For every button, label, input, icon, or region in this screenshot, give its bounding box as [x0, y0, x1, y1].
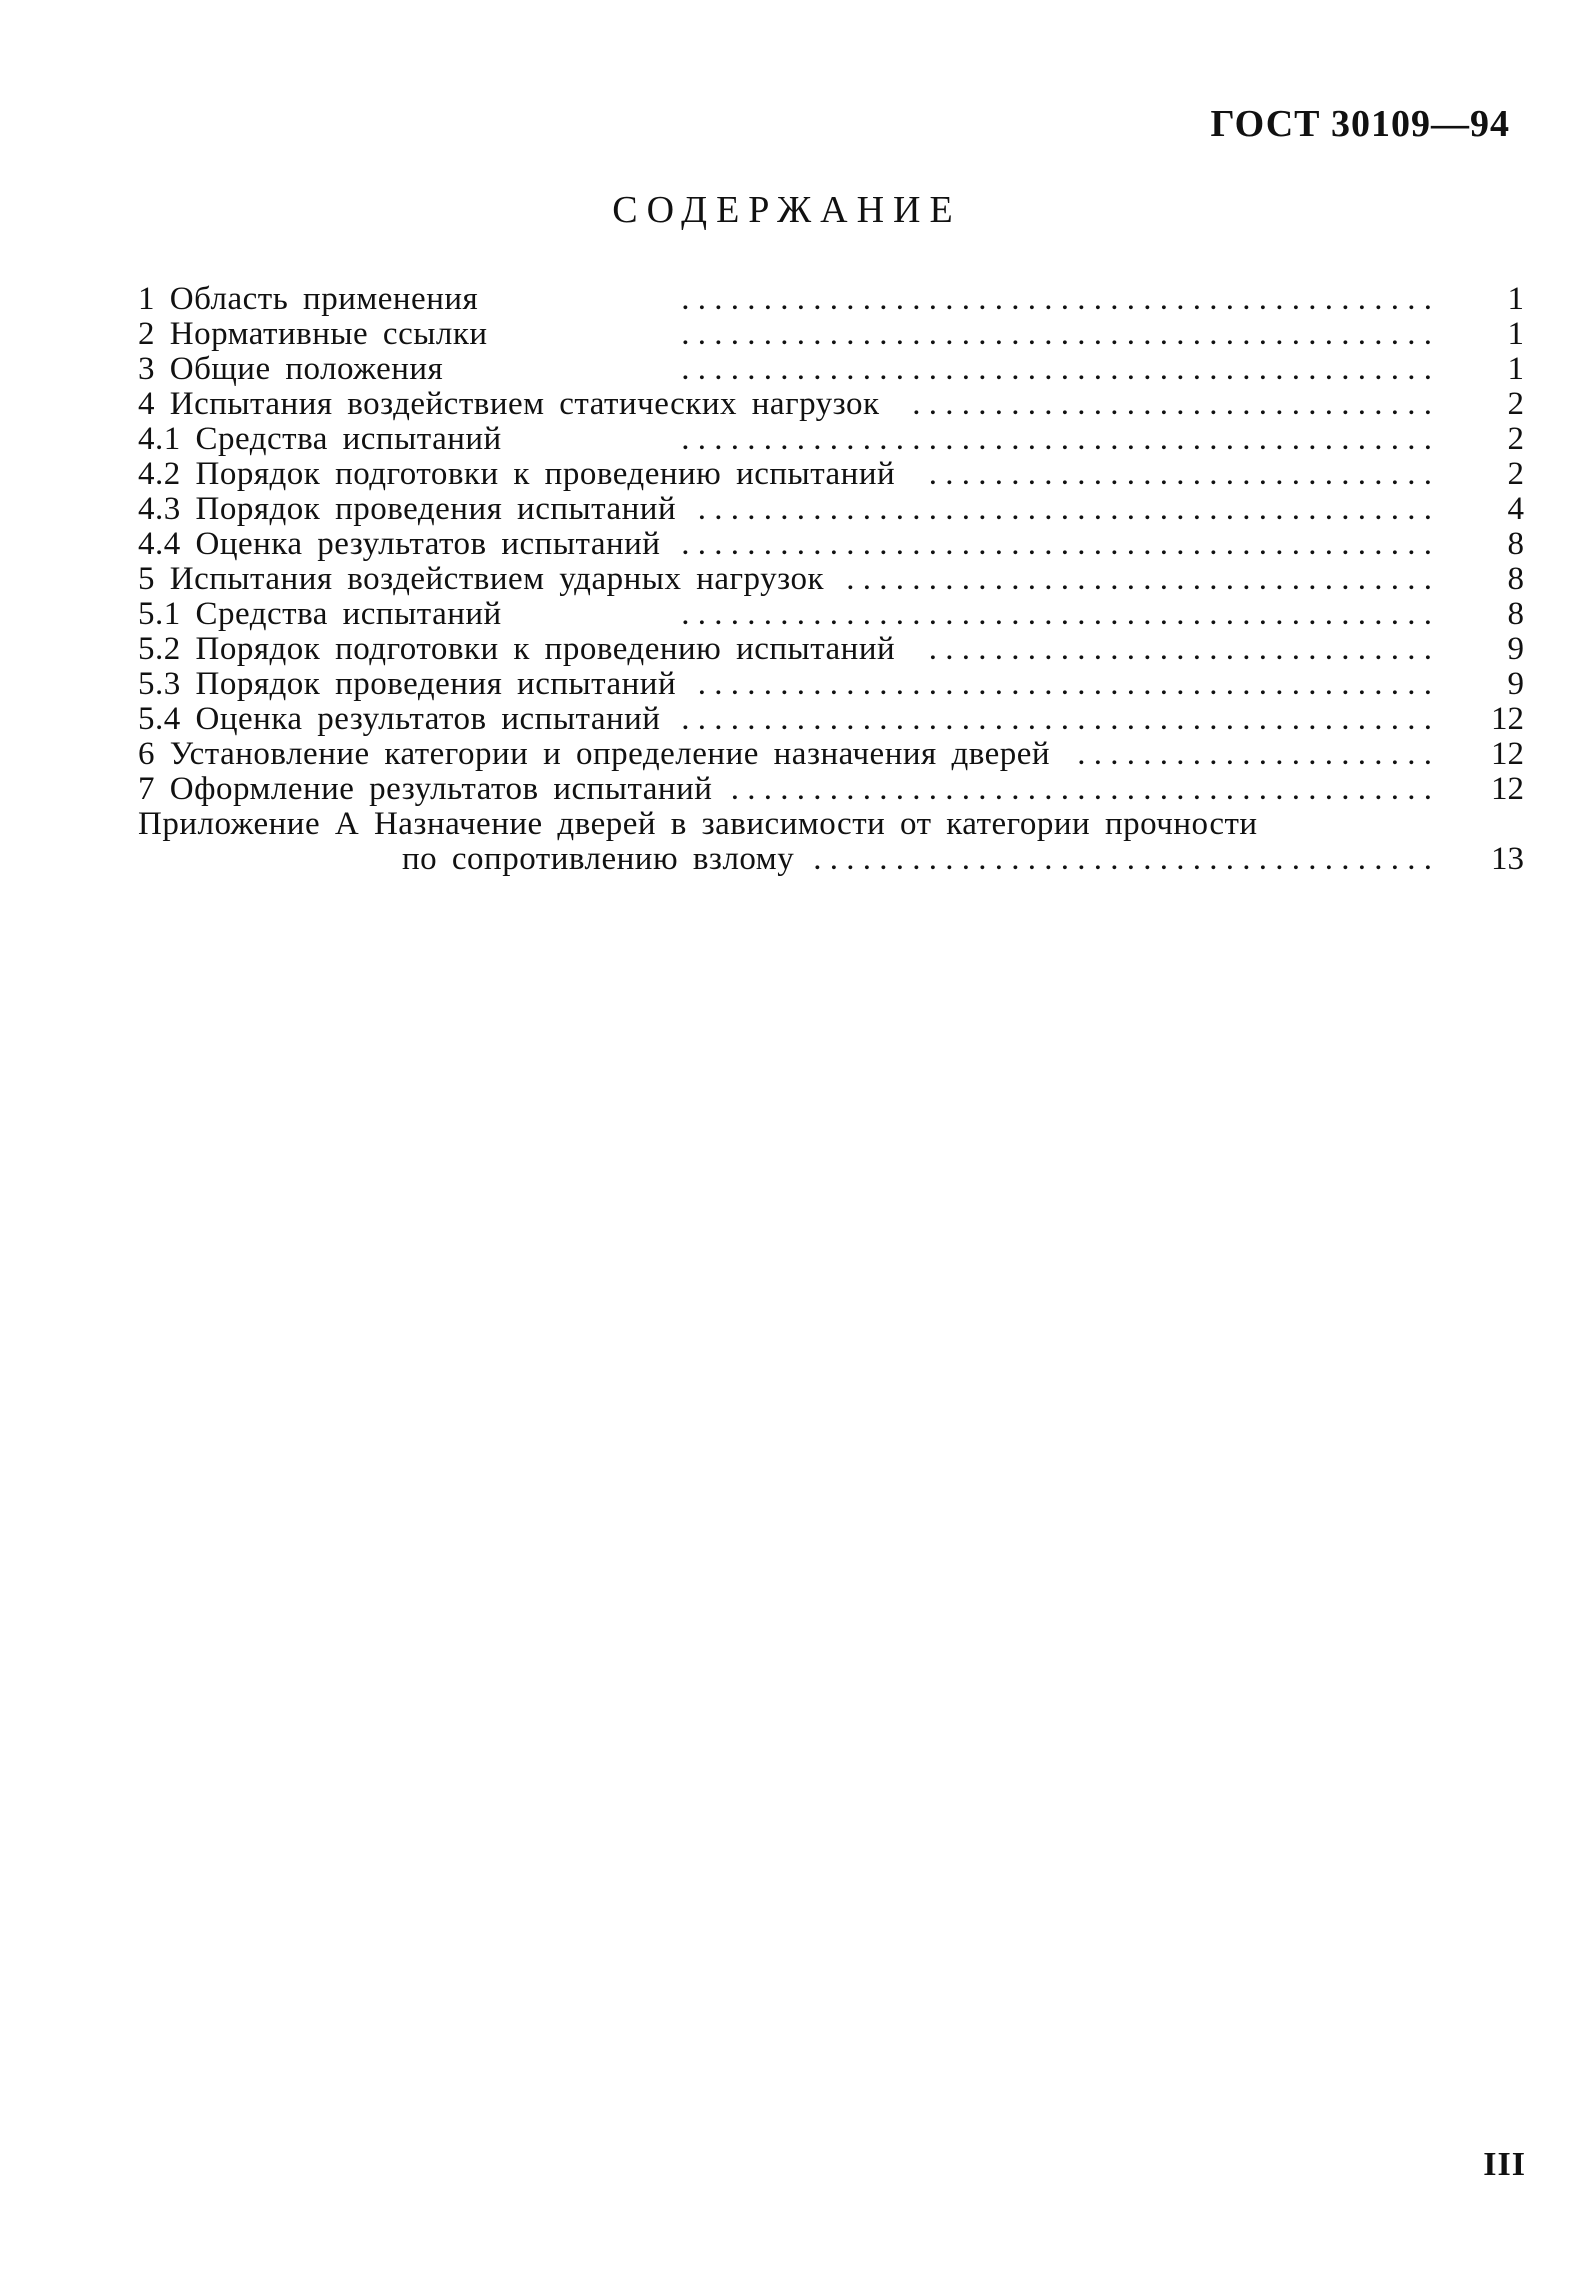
toc-entry[interactable]: [138, 667, 1524, 702]
toc-entry[interactable]: [138, 387, 1524, 422]
toc-entry-title: 3 Общие положения: [138, 351, 444, 387]
toc-entry-page: 13: [1491, 841, 1524, 877]
toc-entry-page: 2: [1507, 386, 1524, 422]
toc-leader-dots: . . . . . . . . . . . . . . . . . . . . . . . . . . . . . . . .: [912, 386, 1432, 422]
toc-leader-dots: . . . . . . . . . . . . . . . . . . . . . . . . . . . . . . . . . . . .: [846, 561, 1432, 597]
toc-entry-title: 4.1 Средства испытаний: [138, 421, 502, 457]
toc-entry-page: 9: [1507, 631, 1524, 667]
toc-entry-page: 4: [1507, 491, 1524, 527]
toc-entry-title: 5.3 Порядок проведения испытаний: [138, 666, 677, 702]
toc-entry-title: Приложение А Назначение дверей в зависимости от категории прочности: [138, 806, 1258, 842]
toc-leader-dots: . . . . . . . . . . . . . . . . . . . . . . . . . . . . . . . . . . . . . .: [813, 841, 1432, 877]
toc-entry-page: 2: [1507, 421, 1524, 457]
toc-entry[interactable]: [138, 562, 1524, 597]
toc-leader-dots: . . . . . . . . . . . . . . . . . . . . . . . . . . . . . . . . . . . . . . . . . . . . . .: [681, 421, 1432, 457]
toc-entry-title: 4.4 Оценка результатов испытаний: [138, 526, 661, 562]
toc-entry-title: 4.3 Порядок проведения испытаний: [138, 491, 677, 527]
toc-leader-dots: . . . . . . . . . . . . . . . . . . . . . . . . . . . . . . . . . . . . . . . . . . . . .: [697, 491, 1432, 527]
toc-entry-page: 12: [1491, 736, 1524, 772]
document-code: ГОСТ 30109—94: [1210, 103, 1510, 145]
toc-entry[interactable]: [138, 422, 1524, 457]
toc-entry[interactable]: [138, 842, 1524, 877]
toc-entry-page: 9: [1507, 666, 1524, 702]
toc-entry-title: 5.1 Средства испытаний: [138, 596, 502, 632]
toc-entry-page: 1: [1507, 316, 1524, 352]
toc-entry[interactable]: [138, 632, 1524, 667]
toc-leader-dots: . . . . . . . . . . . . . . . . . . . . . . . . . . . . . . .: [928, 456, 1432, 492]
toc-entry[interactable]: [138, 807, 1524, 842]
toc-entry-title: 5 Испытания воздействием ударных нагрузок: [138, 561, 824, 597]
toc-leader-dots: . . . . . . . . . . . . . . . . . . . . . . . . . . . . . . .: [928, 631, 1432, 667]
toc-entry[interactable]: [138, 527, 1524, 562]
page-number: III: [1483, 2146, 1526, 2183]
toc-entry-title: 6 Установление категории и определение назначения дверей: [138, 736, 1051, 772]
toc-entry-title: 7 Оформление результатов испытаний: [138, 771, 713, 807]
toc-title: СОДЕРЖАНИЕ: [612, 189, 962, 231]
toc-entry-page: 8: [1507, 526, 1524, 562]
toc-entry-page: 12: [1491, 701, 1524, 737]
toc-entry[interactable]: [138, 702, 1524, 737]
toc-entry-page: 1: [1507, 281, 1524, 317]
toc-entry-page: 8: [1507, 596, 1524, 632]
toc-entry[interactable]: [138, 737, 1524, 772]
toc-entry-title: 5.2 Порядок подготовки к проведению испытаний: [138, 631, 896, 667]
toc-entry[interactable]: [138, 492, 1524, 527]
toc-entry[interactable]: [138, 317, 1524, 352]
toc-entry-title: 5.4 Оценка результатов испытаний: [138, 701, 661, 737]
toc-entry-title: 4.2 Порядок подготовки к проведению испытаний: [138, 456, 896, 492]
toc-entry[interactable]: [138, 597, 1524, 632]
toc-entry-title: 1 Область применения: [138, 281, 479, 317]
toc-entry-page: 1: [1507, 351, 1524, 387]
toc-leader-dots: . . . . . . . . . . . . . . . . . . . . . . . . . . . . . . . . . . . . . . . . . . . . . .: [681, 526, 1432, 562]
toc-leader-dots: . . . . . . . . . . . . . . . . . . . . . . . . . . . . . . . . . . . . . . . . . . . . . .: [681, 281, 1432, 317]
toc-leader-dots: . . . . . . . . . . . . . . . . . . . . . . . . . . . . . . . . . . . . . . . . . . . . . .: [681, 316, 1432, 352]
toc-leader-dots: . . . . . . . . . . . . . . . . . . . . . . . . . . . . . . . . . . . . . . . . . . . . . .: [681, 351, 1432, 387]
toc-entry[interactable]: [138, 772, 1524, 807]
toc-entry-page: 2: [1507, 456, 1524, 492]
toc-entry[interactable]: [138, 457, 1524, 492]
toc-entry-page: 12: [1491, 771, 1524, 807]
toc-leader-dots: . . . . . . . . . . . . . . . . . . . . . . . . . . . . . . . . . . . . . . . . . . . . .: [697, 666, 1432, 702]
toc-entry-title: 4 Испытания воздействием статических нагрузок: [138, 386, 880, 422]
toc-entry[interactable]: [138, 282, 1524, 317]
toc-leader-dots: . . . . . . . . . . . . . . . . . . . . . . . . . . . . . . . . . . . . . . . . . . . . . .: [681, 596, 1432, 632]
toc-leader-dots: . . . . . . . . . . . . . . . . . . . . . .: [1077, 736, 1432, 772]
toc-entry-page: 8: [1507, 561, 1524, 597]
toc-leader-dots: . . . . . . . . . . . . . . . . . . . . . . . . . . . . . . . . . . . . . . . . . . . . . .: [681, 701, 1432, 737]
toc-leader-dots: . . . . . . . . . . . . . . . . . . . . . . . . . . . . . . . . . . . . . . . . . . .: [730, 771, 1432, 807]
table-of-contents: [138, 282, 1524, 877]
toc-entry-title: по сопротивлению взлому: [402, 841, 795, 877]
toc-entry[interactable]: [138, 352, 1524, 387]
toc-entry-title: 2 Нормативные ссылки: [138, 316, 488, 352]
